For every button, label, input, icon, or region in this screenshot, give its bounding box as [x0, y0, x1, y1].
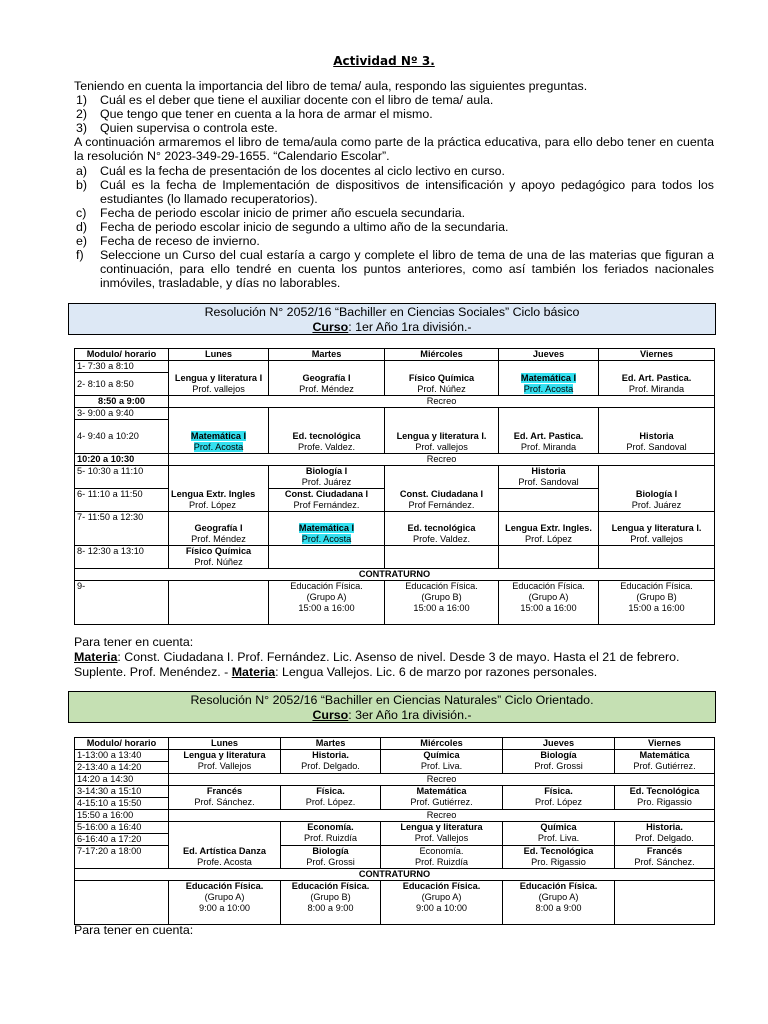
schedule-cell: Educación Física. (Grupo A) 8:00 a 9:00 [503, 881, 615, 925]
schedule-cell: Historia. Prof. Delgado. [281, 750, 381, 774]
table-row: 8- 12:30 a 13:10 Físico Química Prof. Núñez [75, 546, 715, 569]
note-title: Para tener en cuenta: [74, 635, 194, 649]
schedule-cell: Lengua Extr. Ingles Prof. López [169, 466, 269, 512]
table-row: 5- 10:30 a 11:10 Lengua Extr. Ingles Prof. López Biología I Prof. Juárez Const. Ciudadana I Prof Fernández. Historia Prof. Sandoval Biología I Prof. Juárez [75, 466, 715, 489]
schedule-cell: Matemática I Prof. Acosta [269, 512, 385, 546]
question-list [74, 93, 714, 135]
table-row: 2-13:40 a 14:20 [75, 762, 715, 774]
table-row: 5-16:00 a 16:40 Ed. Artística Danza Profe. Acosta Economía. Prof. Ruizdía Lengua y literatura Prof. Vallejos Química Prof. Liva. Historia. Prof. Delgado. [75, 822, 715, 834]
schedule-cell: Historia Prof. Sandoval [499, 466, 599, 489]
table-row: 6- 11:10 a 11:50 Const. Ciudadana I Prof Fernández. [75, 489, 715, 512]
table-row: 7-17:20 a 18:00 Biología Prof. Grossi Economía. Prof. Ruizdía Ed. Tecnológica Pro. Rigassio Francés Prof. Sánchez. [75, 846, 715, 869]
resolution-title: Resolución N° 2052/16 “Bachiller en Ciencias Naturales” Ciclo Orientado. [190, 693, 594, 707]
schedule-cell: Ed. Tecnológica Pro. Rigassio [615, 786, 715, 810]
schedule-cell: Química Prof. Liva. [381, 750, 503, 774]
schedule-cell: Matemática I Prof. Acosta [499, 361, 599, 396]
table-row [75, 881, 715, 925]
schedule-cell: Biología Prof. Grossi [503, 750, 615, 774]
resolution-box-sociales [68, 303, 716, 335]
schedule-cell: Ed. Art. Pastica. Prof. Miranda [499, 408, 599, 454]
schedule-cell: Lengua y literatura I. Prof. vallejos [385, 408, 499, 454]
list-item: c) Fecha de periodo escolar inicio de primer año escuela secundaria. [76, 205, 466, 220]
schedule-cell: Ed. tecnológica Profe. Valdez. [269, 408, 385, 454]
schedule-cell: Geografía I Prof. Méndez [269, 361, 385, 396]
table-header-row: Modulo/ horario Lunes Martes Miércoles Jueves Viernes [75, 349, 715, 361]
schedule-cell: Ed. Tecnológica Pro. Rigassio [503, 846, 615, 869]
schedule-cell: Físico Química Prof. Núñez [385, 361, 499, 396]
note-title: Para tener en cuenta: [74, 923, 194, 937]
schedule-cell: Const. Ciudadana I Prof Fernández. [385, 466, 499, 512]
list-item: 1) Cuál es el deber que tiene el auxiliar docente con el libro de tema/ aula. [76, 93, 494, 108]
schedule-cell: Física. Prof. López. [281, 786, 381, 810]
resolution-box-naturales [68, 691, 716, 723]
paragraph-text: A continuación armaremos el libro de tema/aula como parte de la práctica educativa, para ello debo tener en cuenta la resolución N° 2023-349-29-1655. “Calendario Escolar”. [74, 135, 714, 164]
schedule-cell: Ed. Art. Pastica. Prof. Miranda [599, 361, 715, 396]
schedule-cell: Matemática Prof. Gutiérrez. [381, 786, 503, 810]
list-item: d) Fecha de periodo escolar inicio de segundo a ultimo año de la secundaria. [76, 219, 509, 234]
schedule-cell: Educación Física. (Grupo A) 9:00 a 10:00 [381, 881, 503, 925]
schedule-cell: Química Prof. Liva. [503, 822, 615, 846]
page-title: Actividad Nº 3. [333, 54, 435, 68]
schedule-cell: Matemática I Prof. Acosta [169, 408, 269, 454]
schedule-cell: Historia Prof. Sandoval [599, 408, 715, 454]
schedule-cell: Francés Prof. Sánchez. [615, 846, 715, 869]
schedule-cell: Historia. Prof. Delgado. [615, 822, 715, 846]
task-list [74, 164, 714, 291]
list-item: 3) Quien supervisa o controla este. [76, 121, 278, 136]
table-row: 14:20 a 14:30 Recreo [75, 774, 715, 786]
schedule-cell: Educación Física. (Grupo B) 15:00 a 16:00 [385, 581, 499, 625]
table-row: 8:50 a 9:00 Recreo [75, 396, 715, 408]
schedule-cell: Educación Física. (Grupo B) 15:00 a 16:00 [599, 581, 715, 625]
schedule-cell: Física. Prof. López [503, 786, 615, 810]
schedule-cell: Const. Ciudadana I Prof Fernández. [269, 489, 385, 512]
list-item: a) Cuál es la fecha de presentación de los docentes al ciclo lectivo en curso. [76, 163, 505, 178]
contraturno-row: CONTRATURNO [75, 869, 715, 881]
schedule-cell: Economía. Prof. Ruizdía [281, 822, 381, 846]
schedule-cell: Educación Física. (Grupo A) 15:00 a 16:00 [269, 581, 385, 625]
table-row: 3- 9:00 a 9:40 Matemática I Prof. Acosta Ed. tecnológica Profe. Valdez. Lengua y literatura I. Prof. vallejos Ed. Art. Pastica. Prof. Miranda Historia Prof. Sandoval [75, 408, 715, 420]
table-row: 1-13:00 a 13:40 Lengua y literatura Prof. Vallejos Historia. Prof. Delgado. Química Prof. Liva. Biología Prof. Grossi Matemática Prof. Gutiérrez. [75, 750, 715, 762]
intro-text: Teniendo en cuenta la importancia del libro de tema/ aula, respondo las siguientes preguntas. [74, 79, 588, 93]
schedule-table-naturales [74, 737, 715, 925]
schedule-table-sociales [74, 348, 715, 625]
schedule-cell: Lengua y literatura Prof. Vallejos [169, 750, 281, 774]
schedule-cell: Ed. tecnológica Profe. Valdez. [385, 512, 499, 546]
schedule-cell: Ed. Artística Danza Profe. Acosta [169, 822, 281, 869]
table-row: 1- 7:30 a 8:10 Lengua y literatura I Prof. vallejos Geografía I Prof. Méndez Físico Química Prof. Núñez Matemática I Prof. Acosta Ed. Art. Pastica. Prof. Miranda [75, 361, 715, 373]
contraturno-row: CONTRATURNO [75, 569, 715, 581]
schedule-cell [499, 489, 599, 512]
schedule-cell: Biología I Prof. Juárez [599, 466, 715, 512]
schedule-cell: Lengua Extr. Ingles. Prof. López [499, 512, 599, 546]
schedule-cell: Educación Física. (Grupo B) 8:00 a 9:00 [281, 881, 381, 925]
schedule-cell: Geografía I Prof. Méndez [169, 512, 269, 546]
list-item: f) Seleccione un Curso del cual estaría a cargo y complete el libro de tema de una de las materias que figuran a continuación, para ello tendré en cuenta los puntos anteriores, como así también los feriados nacionales inmóviles, trasladable, y días no laborables. [76, 248, 714, 291]
schedule-cell: Lengua y literatura Prof. Vallejos [381, 822, 503, 846]
table-row: 4- 9:40 a 10:20 [75, 420, 715, 454]
table-row: 15:50 a 16:00 Recreo [75, 810, 715, 822]
schedule-cell: Educación Física. (Grupo A) 15:00 a 16:00 [499, 581, 599, 625]
list-item: e) Fecha de receso de invierno. [76, 234, 260, 249]
recreo-row: Recreo [169, 774, 715, 786]
table-row: 9- Educación Física. (Grupo A) 15:00 a 16:00 Educación Física. (Grupo B) 15:00 a 16:00 Educación Física. (Grupo A) 15:00 a 16:00 Educación Física. (Grupo B) 15:00 a 16:00 [75, 581, 715, 625]
note-text: Materia: Const. Ciudadana I. Prof. Fernández. Lic. Asenso de nivel. Desde 3 de mayo. Hasta el 21 de febrero. Suplente. Prof. Menéndez. - Materia: Lengua Vallejos. Lic. 6 de marzo por razones personales. [74, 650, 680, 679]
schedule-cell: Economía. Prof. Ruizdía [381, 846, 503, 869]
curso-line: Curso: 3er Año 1ra división.- [312, 708, 472, 722]
schedule-cell: Lengua y literatura I. Prof. vallejos [599, 512, 715, 546]
resolution-title: Resolución N° 2052/16 “Bachiller en Ciencias Sociales” Ciclo básico [204, 305, 580, 319]
table-row: 4-15:10 a 15:50 [75, 798, 715, 810]
schedule-cell: Matemática Prof. Gutiérrez. [615, 750, 715, 774]
table-header-row: Modulo/ horario Lunes Martes Miércoles Jueves Viernes [75, 738, 715, 750]
schedule-cell: Biología Prof. Grossi [281, 846, 381, 869]
table-row: 7- 11:50 a 12:30 Geografía I Prof. Méndez Matemática I Prof. Acosta Ed. tecnológica Profe. Valdez. Lengua Extr. Ingles. Prof. López Lengua y literatura I. Prof. vallejos [75, 512, 715, 546]
table-row: 3-14:30 a 15:10 Francés Prof. Sánchez. Física. Prof. López. Matemática Prof. Gutiérrez. Física. Prof. López Ed. Tecnológica Pro. Rigassio [75, 786, 715, 798]
schedule-cell: Físico Química Prof. Núñez [169, 546, 269, 569]
table-row: 10:20 a 10:30 Recreo [75, 454, 715, 466]
recreo-row: Recreo [169, 810, 715, 822]
note-naturales [74, 923, 734, 938]
activity-instructions [74, 79, 714, 290]
note-sociales [74, 635, 734, 680]
curso-line: Curso: 1er Año 1ra división.- [312, 320, 472, 334]
schedule-cell: Educación Física. (Grupo A) 9:00 a 10:00 [169, 881, 281, 925]
recreo-row: Recreo [169, 396, 715, 408]
table-row: 6-16:40 a 17:20 [75, 834, 715, 846]
schedule-cell: Francés Prof. Sánchez. [169, 786, 281, 810]
table-row: 2- 8:10 a 8:50 [75, 373, 715, 396]
list-item: b) Cuál es la fecha de Implementación de dispositivos de intensificación y apoyo pedagógico para todos los estudiantes (lo llamado recuperatorios). [76, 177, 714, 206]
list-item: 2) Que tengo que tener en cuenta a la hora de armar el mismo. [76, 107, 433, 122]
recreo-row: Recreo [169, 454, 715, 466]
schedule-cell: Biología I Prof. Juárez [269, 466, 385, 489]
schedule-cell: Lengua y literatura I Prof. vallejos [169, 361, 269, 396]
